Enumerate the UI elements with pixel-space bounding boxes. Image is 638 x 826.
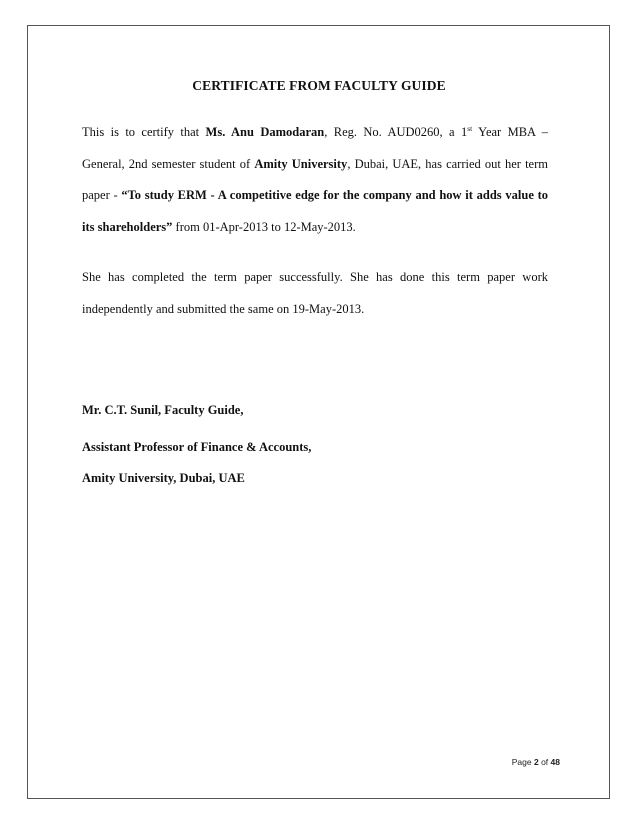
text-run: , Reg. No. AUD0260, a 1 bbox=[324, 125, 468, 139]
page-number bbox=[512, 757, 560, 767]
guide-institution: Amity University, Dubai, UAE bbox=[82, 471, 245, 485]
guide-title: Assistant Professor of Finance & Accounts, bbox=[82, 440, 312, 454]
text-run: from 01-Apr-2013 to 12-May-2013. bbox=[172, 219, 356, 234]
text-run: Year MBA – bbox=[472, 125, 548, 139]
of-label: of bbox=[538, 757, 551, 767]
text-run: General, 2nd semester student of bbox=[82, 156, 255, 171]
paragraph-line bbox=[82, 117, 548, 149]
total-pages: 48 bbox=[550, 757, 560, 767]
paper-topic: its shareholders” bbox=[82, 219, 173, 234]
university-name: Amity University bbox=[254, 156, 348, 171]
paper-topic: “To study ERM - A competitive edge for the company and how it adds value to bbox=[121, 188, 548, 203]
page-title: CERTIFICATE FROM FACULTY GUIDE bbox=[192, 78, 446, 93]
paragraph-line bbox=[82, 180, 548, 212]
paragraph-line bbox=[82, 149, 548, 181]
certificate-paragraph bbox=[82, 117, 548, 243]
student-name: Ms. Anu Damodaran bbox=[205, 125, 325, 139]
ordinal-suffix: st bbox=[467, 124, 473, 133]
paragraph-line: independently and submitted the same on 19-May-2013. bbox=[82, 301, 365, 316]
text-run: , Dubai, UAE, has carried out her term bbox=[347, 156, 548, 171]
guide-name: Mr. C.T. Sunil, Faculty Guide, bbox=[82, 403, 244, 417]
current-page: 2 bbox=[533, 757, 539, 767]
text-run: paper - bbox=[82, 188, 122, 203]
text-run: This is to certify that bbox=[82, 125, 206, 139]
paragraph-line bbox=[82, 212, 548, 244]
page-label: Page bbox=[511, 757, 534, 767]
completion-paragraph bbox=[82, 262, 548, 325]
paragraph-line: She has completed the term paper successfully. She has done this term paper work bbox=[82, 270, 548, 284]
